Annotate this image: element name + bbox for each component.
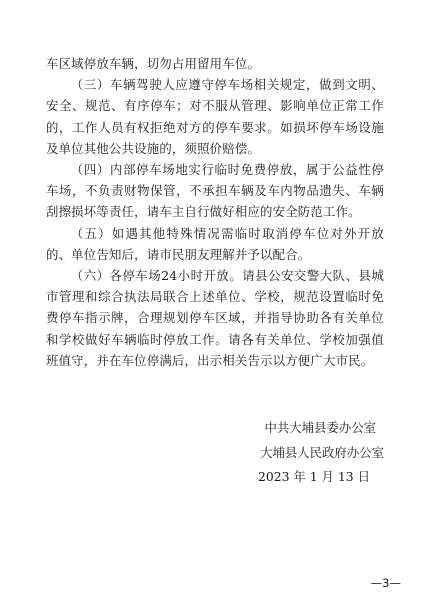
paragraph-item-5: （五）如遇其他特殊情况需临时取消停车位对外开放的、单位告知后，请市民朋友理解并予以配合。 <box>46 225 384 262</box>
issue-date: 2023 年 1 月 13 日 <box>257 469 370 484</box>
paragraph-item-3: （三）车辆驾驶人应遵守停车场相关规定，做到文明、安全、规范、有序停车；对不服从管理、影响单位正常工作的，工作人员有权拒绝对方的停车要求。如损坏停车场设施及单位其他公共设施的，须照价赔偿。 <box>46 77 384 156</box>
paragraph-item-6: （六）各停车场24小时开放。请县公安交警大队、县城市管理和综合执法局联合上述单位、学校，规范设置临时免费停车指示牌，合理规划停车区域，并指导协助各有关单位和学校做好车辆临时停放工作。请各有关单位、学校加强值班值守，并在车位停满后，出示相关告示以方便广大市民。 <box>46 268 384 368</box>
document-body <box>46 53 384 371</box>
paragraph-continuation: 车区域停放车辆，切勿占用留用车位。 <box>46 56 261 71</box>
paragraph-item-4: （四）内部停车场地实行临时免费停放，属于公益性停车场，不负责财物保管，不承担车辆及车内物品遗失、车辆刮擦损坏等责任，请车主自行做好相应的安全防范工作。 <box>46 162 384 220</box>
page-number: —3— <box>370 576 401 590</box>
issuer-government-office: 大埔县人民政府办公室 <box>260 444 384 460</box>
issuer-party-office: 中共大埔县委办公室 <box>264 420 376 435</box>
signature-block <box>184 416 384 490</box>
